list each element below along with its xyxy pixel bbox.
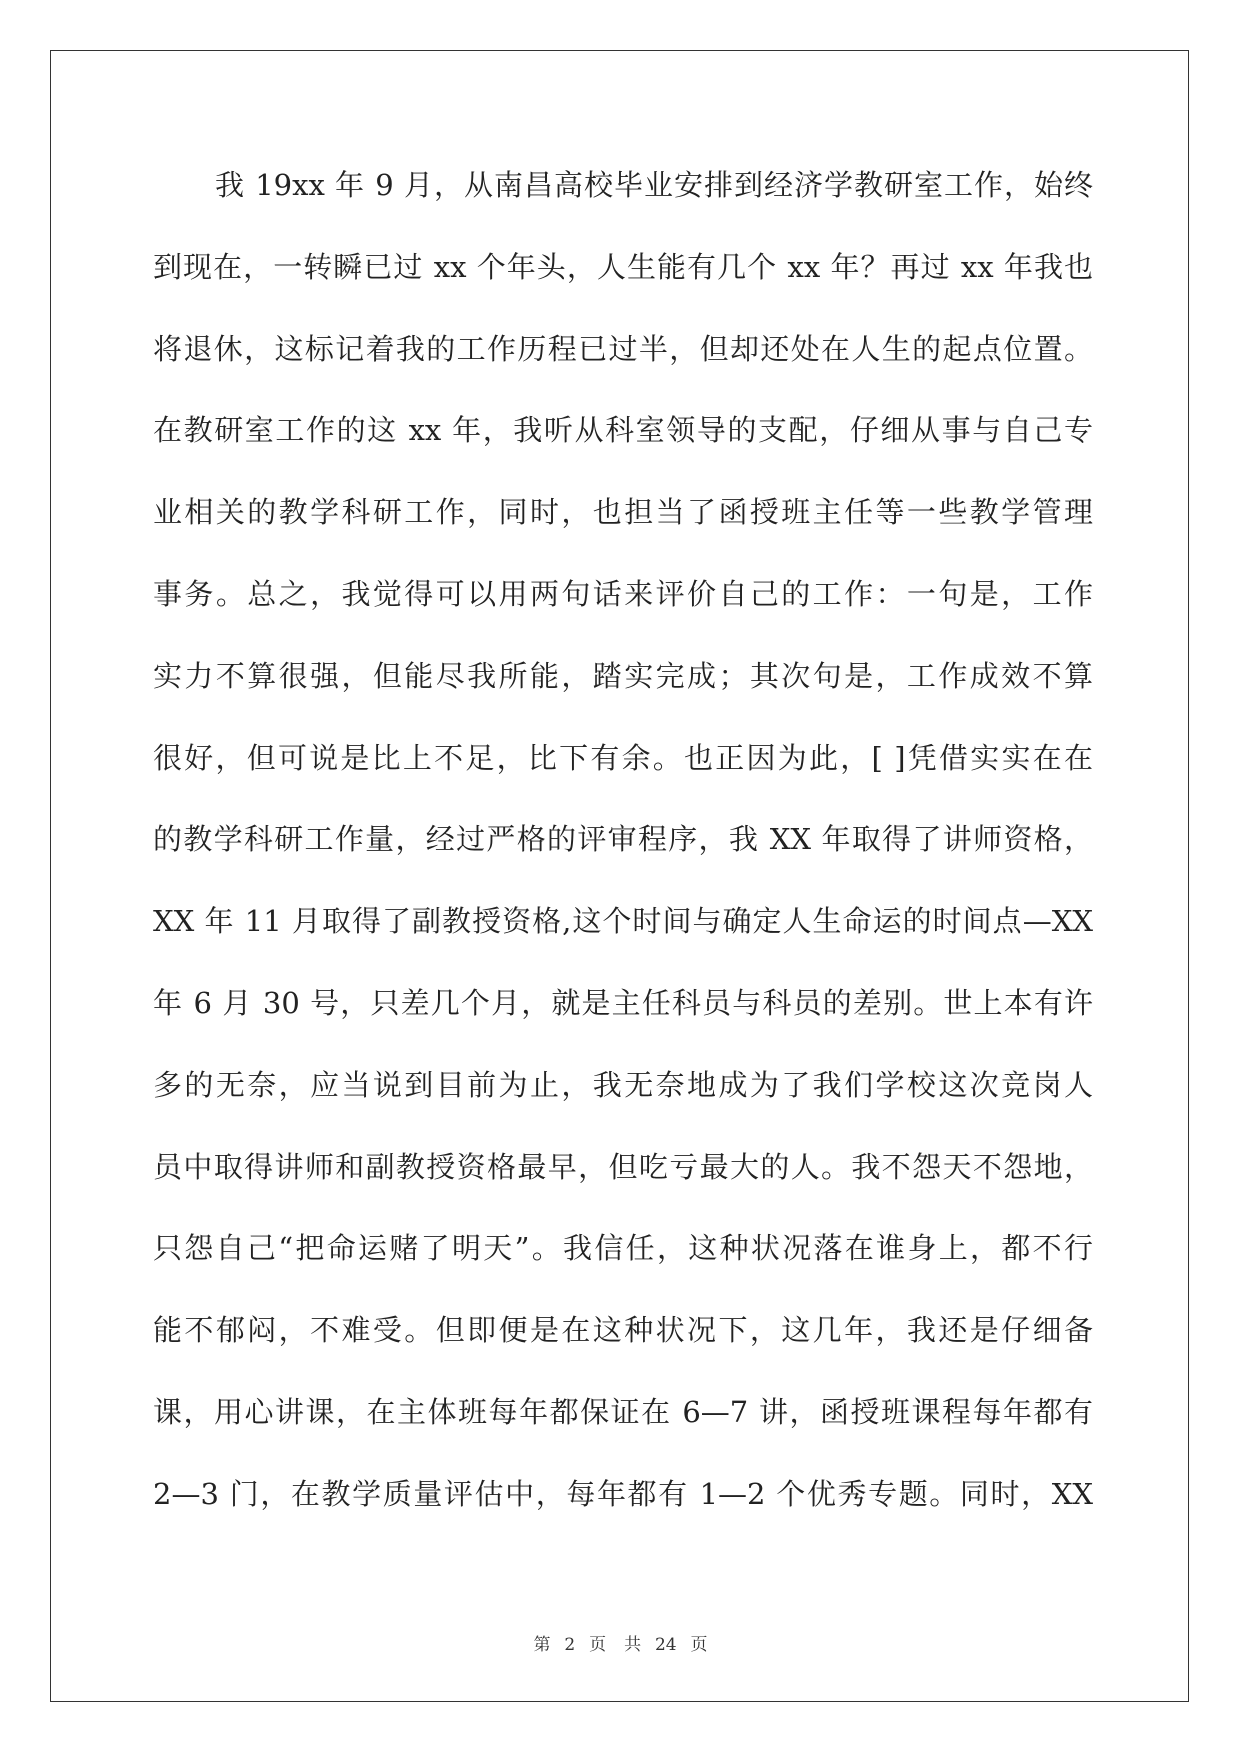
page-number: 第 2 页 — [533, 1635, 607, 1655]
text-line: 只怨自己“把命运赌了明天”。我信任，这种状况落在谁身上，都不行 — [153, 1231, 1093, 1266]
text-line: 2—3 门，在教学质量评估中，每年都有 1—2 个优秀专题。同时，XX — [153, 1476, 1093, 1511]
text-line: 我 19xx 年 9 月，从南昌高校毕业安排到经济学教研室工作，始终 — [215, 168, 1093, 202]
text-line: 员中取得讲师和副教授资格最早，但吃亏最大的人。我不怨天不怨地， — [153, 1149, 1093, 1184]
text-line: XX 年 11 月取得了副教授资格,这个时间与确定人生命运的时间点—XX — [153, 904, 1093, 939]
text-line: 将退休，这标记着我的工作历程已过半，但却还处在人生的起点位置。 — [153, 331, 1093, 366]
text-line: 年 6 月 30 号，只差几个月，就是主任科员与科员的差别。世上本有许 — [153, 985, 1093, 1020]
text-line: 多的无奈，应当说到目前为止，我无奈地成为了我们学校这次竞岗人 — [153, 1067, 1093, 1102]
text-line: 到现在，一转瞬已过 xx 个年头，人生能有几个 xx 年？再过 xx 年我也 — [153, 249, 1093, 284]
text-line: 能不郁闷，不难受。但即便是在这种状况下，这几年，我还是仔细备 — [153, 1313, 1093, 1348]
page-footer — [0, 1630, 1241, 1655]
text-line: 事务。总之，我觉得可以用两句话来评价自己的工作：一句是，工作 — [153, 576, 1093, 611]
body-paragraph — [153, 160, 1093, 1551]
text-line: 很好，但可说是比上不足，比下有余。也正因为此，[ ]凭借实实在在 — [153, 740, 1093, 775]
text-line: 课，用心讲课，在主体班每年都保证在 6—7 讲，函授班课程每年都有 — [153, 1394, 1093, 1429]
text-line: 的教学科研工作量，经过严格的评审程序，我 XX 年取得了讲师资格， — [153, 822, 1093, 857]
page-total: 共 24 页 — [624, 1635, 708, 1655]
text-line: 业相关的教学科研工作，同时，也担当了函授班主任等一些教学管理 — [153, 495, 1093, 530]
text-line: 在教研室工作的这 xx 年，我听从科室领导的支配，仔细从事与自己专 — [153, 413, 1093, 448]
text-line: 实力不算很强，但能尽我所能，踏实完成；其次句是，工作成效不算 — [153, 658, 1093, 693]
